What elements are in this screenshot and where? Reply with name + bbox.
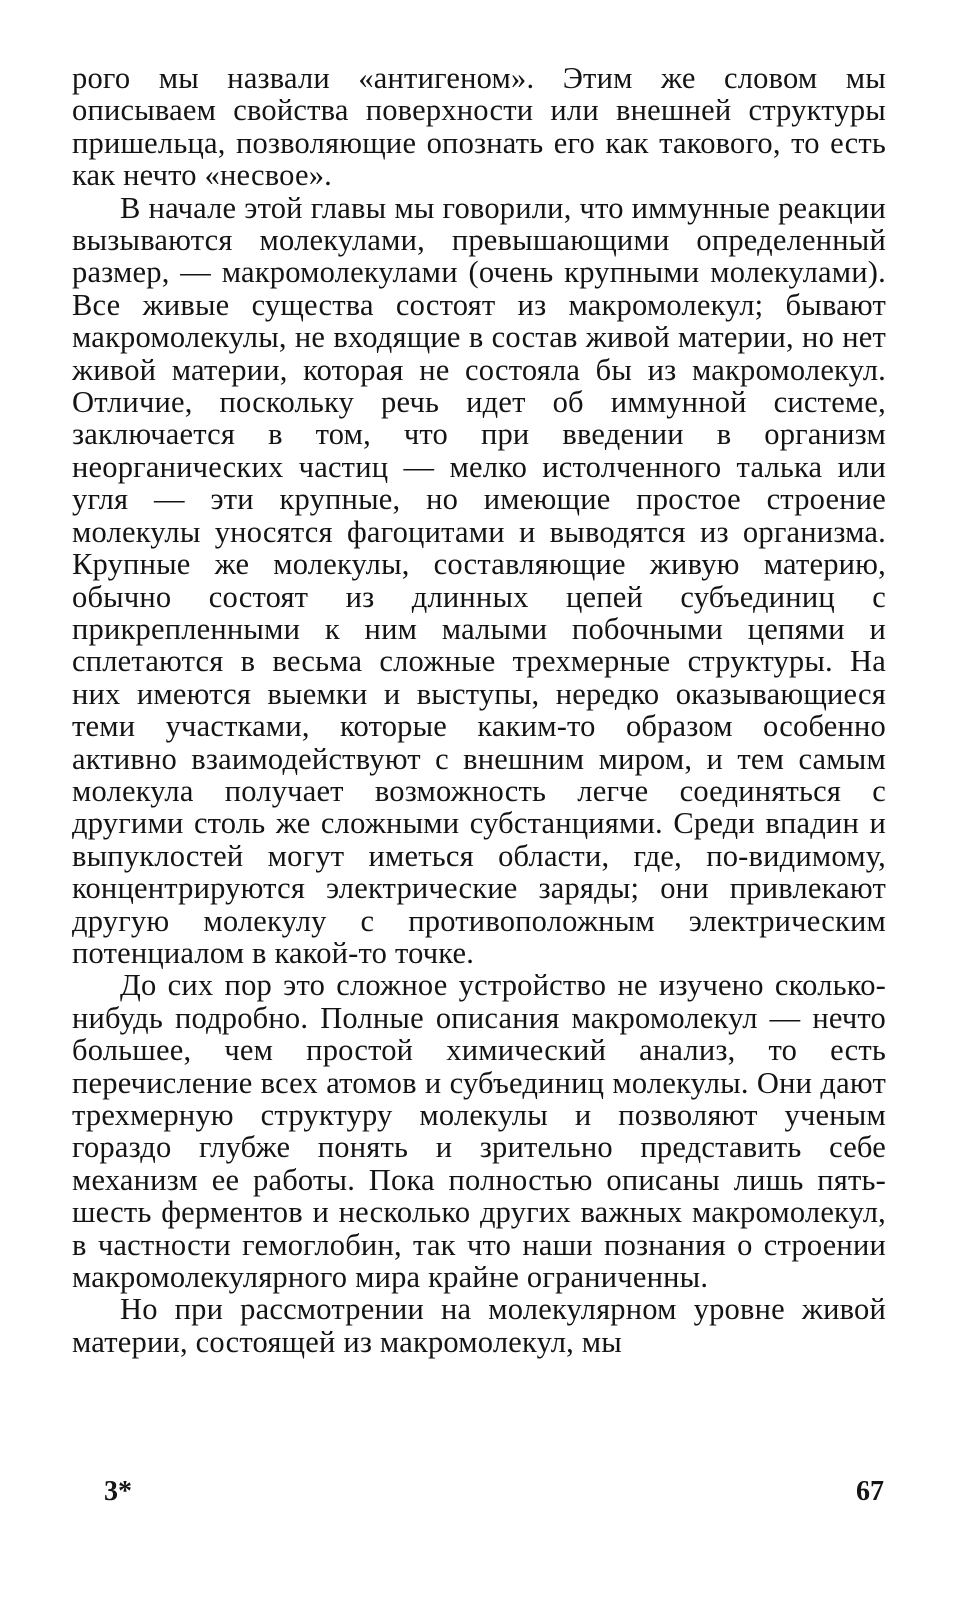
paragraph-1: рого мы назвали «антигеном». Этим же словом мы описываем свойства поверхности или внешней структуры пришельца, позволяющие опознать его как такового, то есть как нечто «несвое». — [72, 61, 886, 193]
paragraph-3: До сих пор это сложное устройство не изучено сколько-нибудь подробно. Полные описания макромолекул — нечто большее, чем простой химический анализ, то есть перечисление всех атомов и субъединиц молекулы. Они дают трехмерную структуру молекулы и позволяют ученым гораздо глубже понять и зрительно представить себе механизм ее работы. Пока полностью описаны лишь пять-шесть ферментов и несколько других важных макромолекул, в частности гемоглобин, так что наши познания о строении макромолекулярного мира крайне ограниченны. — [72, 968, 886, 1295]
paragraph-4: Но при рассмотрении на молекулярном уровне живой материи, состоящей из макромолекул, мы — [72, 1292, 886, 1359]
page-number: 67 — [856, 1476, 884, 1507]
body-text — [72, 62, 886, 1358]
signature-mark: 3* — [104, 1476, 132, 1507]
paragraph-2: В начале этой главы мы говорили, что иммунные реакции вызываются молекулами, превышающими определенный размер, — макромолекулами (очень крупными молекулами). Все живые существа состоят из макромолекул; бывают макромолекулы, не входящие в состав живой материи, но нет живой материи, которая не состояла бы из макромолекул. Отличие, поскольку речь идет об иммунной системе, заключается в том, что при введении в организм неорганических частиц — мелко истолченного талька или угля — эти крупные, но имеющие простое строение молекулы уносятся фагоцитами и выводятся из организма. Крупные же молекулы, составляющие живую материю, обычно состоят из длинных цепей субъединиц с прикрепленными к ним малыми побочными цепями и сплетаются в весьма сложные трехмерные структуры. На них имеются выемки и выступы, нередко оказывающиеся теми участками, которые каким-то образом особенно активно взаимодействуют с внешним миром, и тем самым молекула получает возможность легче соединяться с другими столь же сложными субстанциями. Среди впадин и выпуклостей могут иметься области, где, по-видимому, концентрируются электрические заряды; они привлекают другую молекулу с противоположным электрическим потенциалом в какой-то точке. — [72, 190, 886, 970]
